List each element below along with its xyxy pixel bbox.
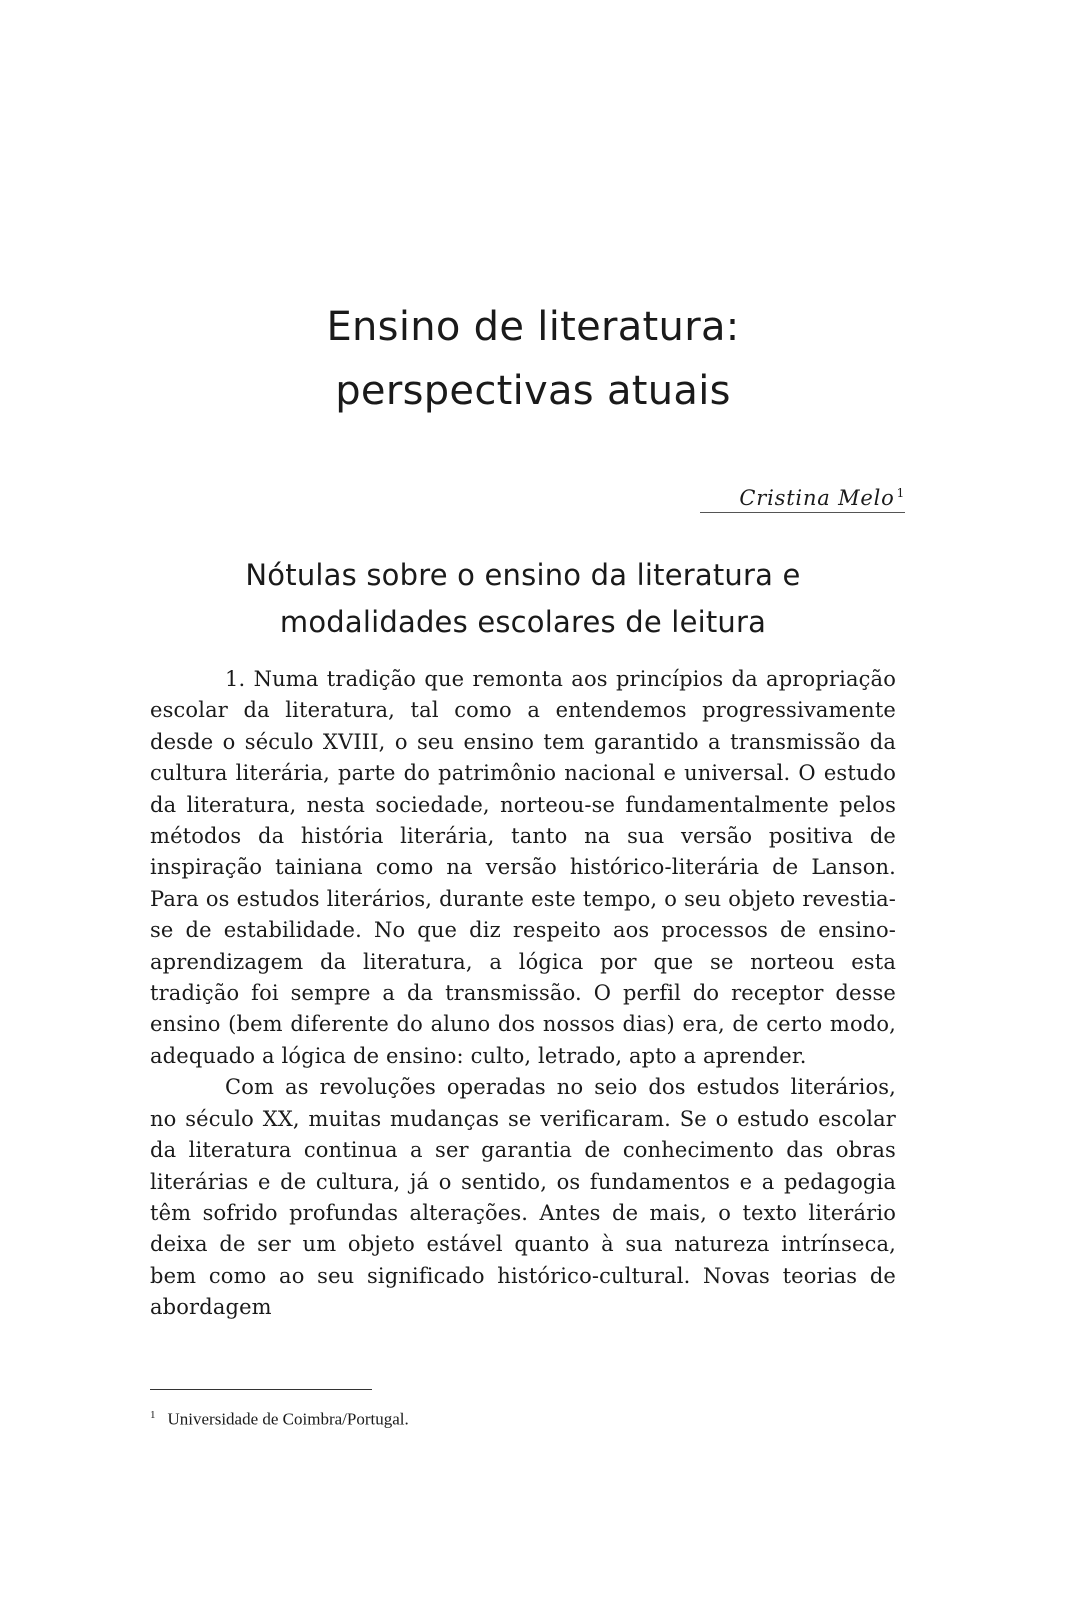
footnote-separator [150,1389,372,1390]
author-footnote-marker: 1 [896,486,905,500]
body-text [150,664,896,1324]
chapter-title [150,295,916,423]
footnote [150,1404,409,1431]
body-paragraph-1: 1. Numa tradição que remonta aos princípios da apropriação escolar da literatura, tal como a entendemos progressivamente desde o século XVIII, o seu ensino tem garantido a transmissão da cultura literária, parte do patrimônio nacional e universal. O estudo da literatura, nesta sociedade, norteou-se fundamentalmente pelos métodos da história literária, tanto na sua versão positiva de inspiração tainiana como na versão histórico-literária de Lanson. Para os estudos literários, durante este tempo, o seu objeto revestia-se de estabilidade. No que diz respeito aos processos de ensino-aprendizagem da literatura, a lógica por que se norteou esta tradição foi sempre a da transmissão. O perfil do receptor desse ensino (bem diferente do aluno dos nossos dias) era, de certo modo, adequado a lógica de ensino: culto, letrado, apto a aprender. [150,667,896,1068]
author-byline [700,480,905,513]
section-title-line-1: Nótulas sobre o ensino da literatura e [245,558,801,592]
author-name: Cristina Melo [739,486,895,510]
chapter-title-line-2: perspectivas atuais [335,368,731,414]
section-title-line-2: modalidades escolares de leitura [279,605,767,639]
chapter-title-line-1: Ensino de literatura: [326,304,740,350]
footnote-text: Universidade de Coimbra/Portugal. [167,1409,409,1429]
body-paragraph-2: Com as revoluções operadas no seio dos estudos literários, no século XX, muitas mudanças se verificaram. Se o estudo escolar da literatura continua a ser garantia de conhecimento das obras literárias e de cultura, já o sentido, os fundamentos e a pedagogia têm sofrido profundas alterações. Antes de mais, o texto literário deixa de ser um objeto estável quanto à sua natureza intrínseca, bem como ao seu significado histórico-cultural. Novas teorias de abordagem [150,1075,896,1320]
section-title [150,552,896,646]
footnote-marker: 1 [150,1409,156,1421]
